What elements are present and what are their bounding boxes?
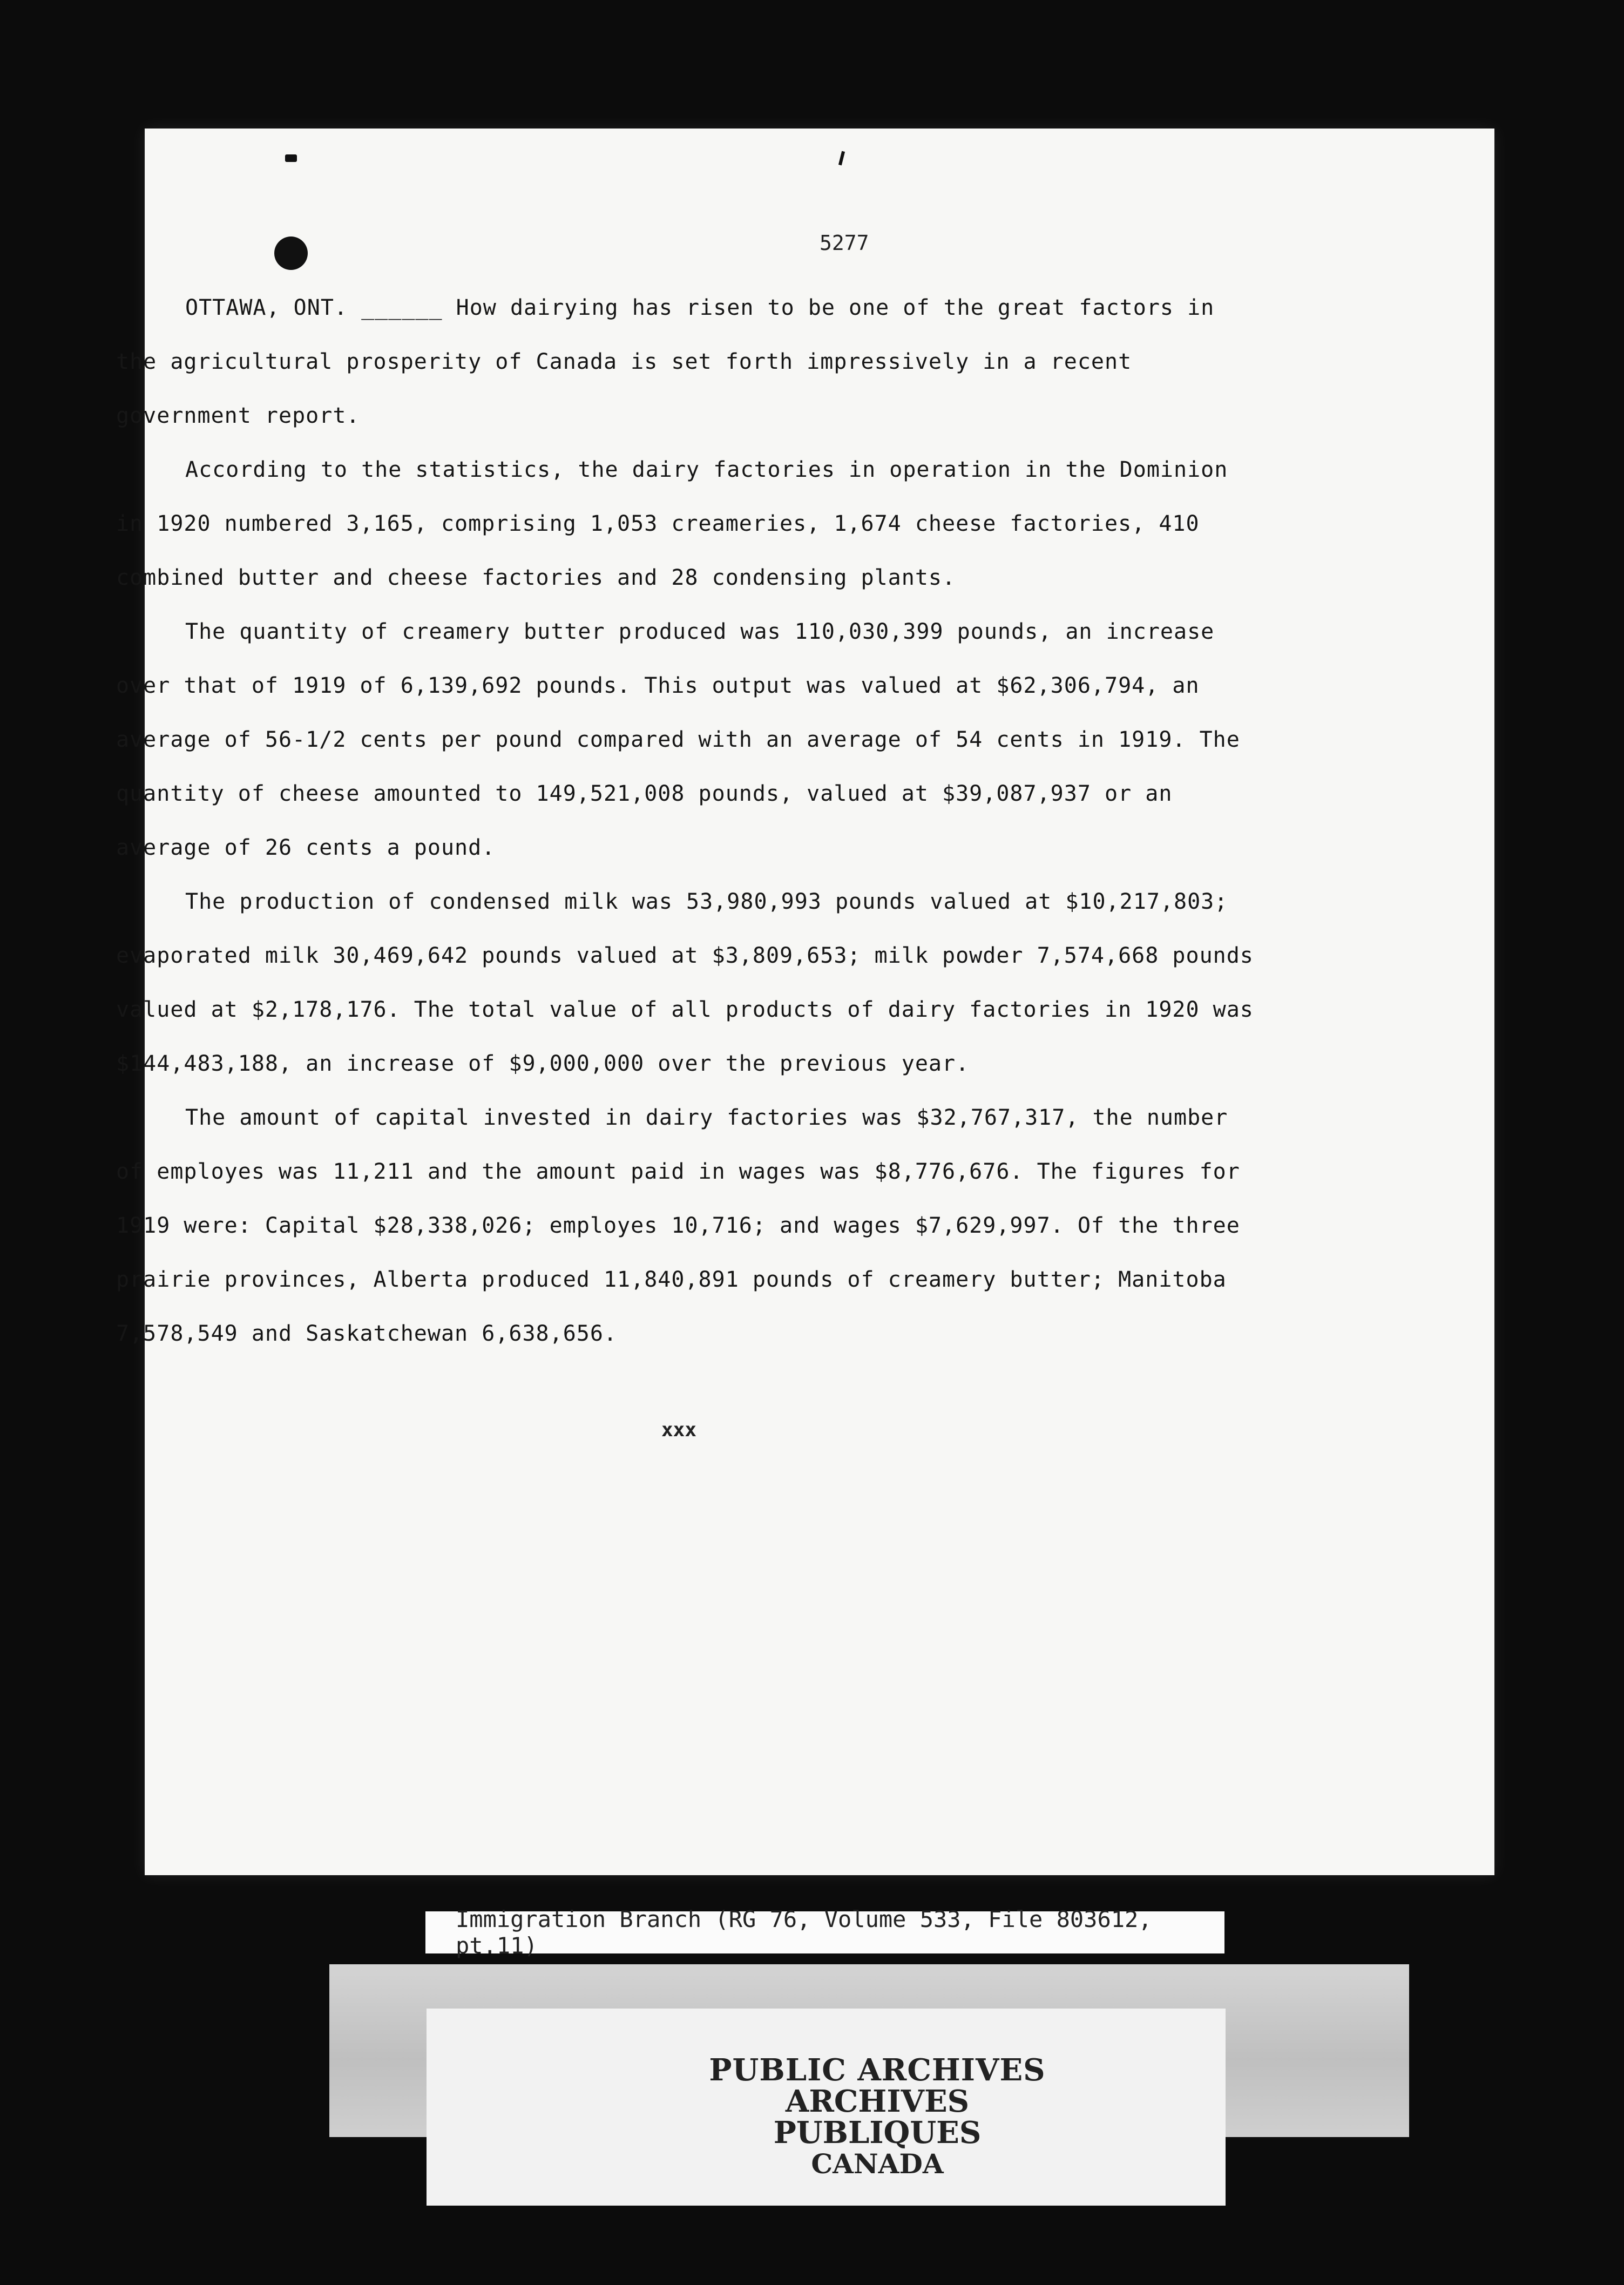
paragraph-1: OTTAWA, ONT. ______ How dairying has risen to be one of the great factors in the agricultural prosperity of Canada is set forth impressively in a recent government report. [116,295,1215,428]
end-mark: xxx [661,1419,697,1441]
archive-reference-label: Immigration Branch (RG 76, Volume 533, File 803612, pt.11) [425,1911,1224,1953]
document-body [116,281,1261,1361]
stamp-line-public-archives: PUBLIC ARCHIVES [709,2052,1046,2088]
paragraph-2: According to the statistics, the dairy factories in operation in the Dominion in 1920 numbered 3,165, comprising 1,053 creameries, 1,674 cheese factories, 410 combined butter and cheese factories and 28 condensing plants. [116,457,1228,590]
archives-stamp [688,2054,1066,2180]
tick-mark [838,151,845,166]
page-number: 5277 [820,231,869,255]
paragraph-3: The quantity of creamery butter produced was 110,030,399 pounds, an increase over that of 1919 of 6,139,692 pounds. This output was valued at $62,306,794, an average of 56-1/2 cents per pound compared with an average of 54 cents in 1919. The quantity of cheese amounted to 149,521,008 pounds, valued at $39,087,937 or an average of 26 cents a pound. [116,619,1240,860]
stamp-line-archives-publiques: ARCHIVES PUBLIQUES [773,2084,982,2151]
paragraph-4: The production of condensed milk was 53,980,993 pounds valued at $10,217,803; evaporated milk 30,469,642 pounds valued at $3,809,653; milk powder 7,574,668 pounds valued at $2,178,176. The total value of all products of dairy factories in 1920 was $144,483,188, an increase of $9,000,000 over the previous year. [116,889,1254,1076]
paragraph-5: The amount of capital invested in dairy factories was $32,767,317, the number of employes was 11,211 and the amount paid in wages was $8,776,676. The figures for 1919 were: Capital $28,338,026; employes 10,716; and wages $7,629,997. Of the three prairie provinces, Alberta produced 11,840,891 pounds of creamery butter; Manitoba 7,578,549 and Saskatchewan 6,638,656. [116,1105,1240,1346]
stamp-line-canada: CANADA [811,2148,944,2180]
punch-hole-icon [274,236,308,270]
corner-mark [285,154,297,162]
